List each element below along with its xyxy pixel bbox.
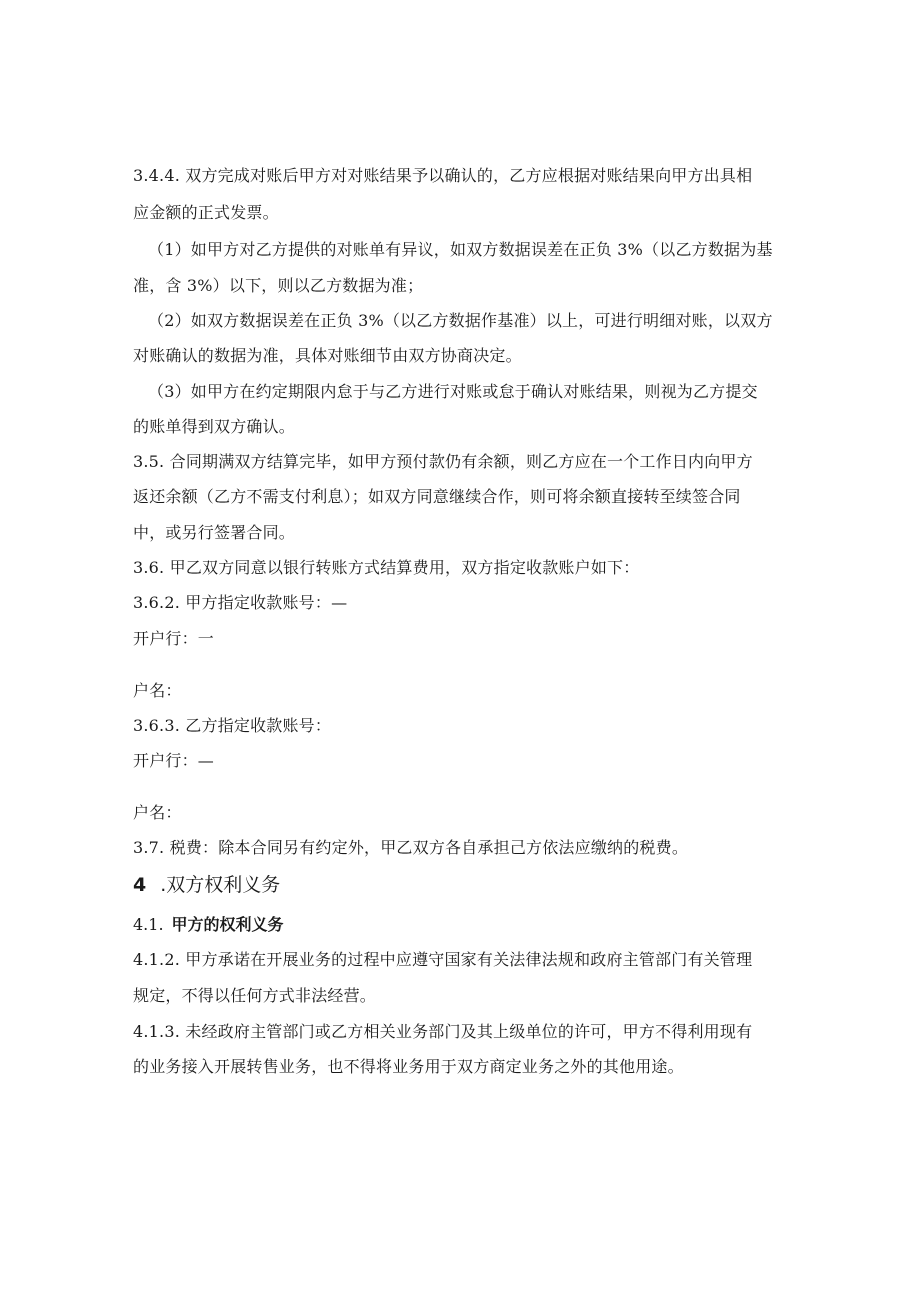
section-4-number: 4 — [133, 874, 147, 896]
section-4-1-number: 4.1. — [133, 915, 164, 934]
item-1-line-1: （1）如甲方对乙方提供的对账单有异议，如双方数据误差在正负 3%（以乙方数据为基 — [148, 240, 773, 259]
item-2-line-1: （2）如双方数据误差在正负 3%（以乙方数据作基准）以上，可进行明细对账，以双方 — [148, 311, 773, 330]
clause-4-1-3-line-2: 的业务接入开展转售业务，也不得将业务用于双方商定业务之外的其他用途。 — [133, 1057, 684, 1076]
clause-4-1-2-line-1: 4.1.2. 甲方承诺在开展业务的过程中应遵守国家有关法律法规和政府主管部门有关管理 — [133, 950, 753, 969]
clause-3-6-3-account: 3.6.3. 乙方指定收款账号： — [133, 716, 332, 735]
item-3-line-1: （3）如甲方在约定期限内怠于与乙方进行对账或怠于确认对账结果，则视为乙方提交 — [148, 382, 758, 401]
section-4-1-title: 甲方的权利义务 — [171, 915, 284, 934]
section-4-title: .双方权利义务 — [160, 874, 281, 896]
clause-3-5-line-1: 3.5. 合同期满双方结算完毕，如甲方预付款仍有余额，则乙方应在一个工作日内向甲方 — [133, 452, 753, 471]
item-1-line-2: 准，含 3%）以下，则以乙方数据为准； — [133, 276, 424, 295]
clause-3-5-line-2: 返还余额（乙方不需支付利息）；如双方同意继续合作，则可将余额直接转至续签合同 — [133, 487, 741, 506]
clause-4-1-3-line-1: 4.1.3. 未经政府主管部门或乙方相关业务部门及其上级单位的许可，甲方不得利用现有 — [133, 1022, 753, 1041]
party-a-account-name: 户名： — [133, 681, 182, 700]
clause-3-6-2-account: 3.6.2. 甲方指定收款账号：— — [133, 593, 348, 612]
party-b-bank: 开户行：— — [133, 751, 215, 770]
clause-3-7: 3.7. 税费：除本合同另有约定外，甲乙双方各自承担己方依法应缴纳的税费。 — [133, 838, 689, 857]
party-a-bank: 开户行：一 — [133, 629, 215, 648]
clause-3-6: 3.6. 甲乙双方同意以银行转账方式结算费用，双方指定收款账户如下： — [133, 558, 640, 577]
item-3-line-2: 的账单得到双方确认。 — [133, 417, 296, 436]
party-b-account-name: 户名： — [133, 803, 182, 822]
section-4-1-heading — [133, 915, 284, 935]
clause-3-4-4-line-1: 3.4.4. 双方完成对账后甲方对对账结果予以确认的，乙方应根据对账结果向甲方出具相 — [133, 166, 753, 185]
clause-4-1-2-line-2: 规定，不得以任何方式非法经营。 — [133, 986, 377, 1005]
clause-3-4-4-line-2: 应金额的正式发票。 — [133, 203, 279, 222]
item-2-line-2: 对账确认的数据为准，具体对账细节由双方协商决定。 — [133, 346, 522, 365]
section-4-heading — [133, 873, 280, 897]
clause-3-5-line-3: 中，或另行签署合同。 — [133, 523, 296, 542]
